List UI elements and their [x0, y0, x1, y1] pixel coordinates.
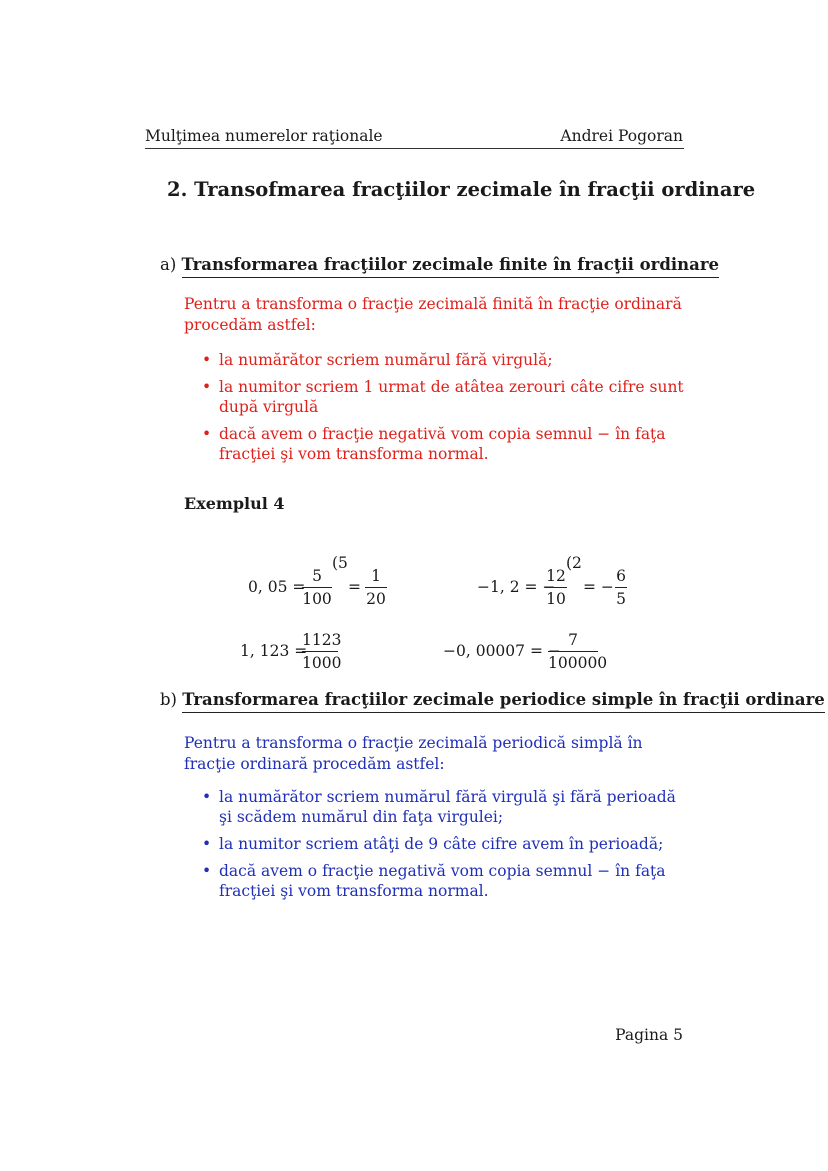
- list-item: • dacă avem o fracţie negativă vom copia semnul − în faţa fracţiei şi vom transforma normal.: [202, 862, 666, 900]
- denominator: 10: [546, 590, 566, 608]
- fraction-bar: [302, 587, 332, 588]
- example-3-fraction: [302, 630, 342, 673]
- bullet-icon: •: [202, 378, 212, 396]
- example-1-fraction-1: [302, 566, 332, 609]
- example-1-simplify-factor: (5: [332, 554, 348, 572]
- running-header-author: Andrei Pogoran: [560, 127, 683, 145]
- bullet-icon: •: [202, 862, 212, 880]
- section-a-bullet-list: [202, 350, 687, 471]
- denominator: 1000: [302, 654, 342, 672]
- example-label: Exemplul 4: [184, 494, 285, 513]
- numerator: 5: [312, 567, 322, 585]
- fraction-bar: [302, 651, 338, 652]
- example-1-equals: =: [348, 578, 361, 596]
- fraction-bar: [548, 651, 598, 652]
- numerator: 12: [546, 567, 566, 585]
- bullet-icon: •: [202, 788, 212, 806]
- section-a-title: Transformarea fracţiilor zecimale finite în fracţii ordinare: [182, 255, 720, 278]
- fraction-bar: [365, 587, 387, 588]
- example-1-lhs: 0, 05 =: [248, 578, 306, 596]
- fraction-bar: [545, 587, 567, 588]
- running-header-title: Mulţimea numerelor raţionale: [145, 127, 383, 145]
- example-2-equals: = −: [583, 578, 614, 596]
- denominator: 100: [302, 590, 332, 608]
- list-item: • dacă avem o fracţie negativă vom copia semnul − în faţa fracţiei şi vom transforma normal.: [202, 425, 666, 463]
- bullet-icon: •: [202, 351, 212, 369]
- section-a-label: a): [160, 255, 177, 274]
- section-b-bullet-list: [202, 787, 687, 908]
- page-number: Pagina 5: [615, 1026, 683, 1044]
- section-a-heading: [160, 255, 719, 274]
- list-item: • la numitor scriem 1 urmat de atâtea zerouri câte cifre sunt după virgulă: [202, 378, 684, 416]
- numerator: 1: [371, 567, 381, 585]
- example-4-lhs: −0, 00007 = −: [443, 642, 561, 660]
- example-2-fraction-1: [545, 566, 567, 609]
- example-3-lhs: 1, 123 =: [240, 642, 308, 660]
- list-item: • la numitor scriem atâţi de 9 câte cifre avem în perioadă;: [202, 835, 664, 853]
- numerator: 1123: [302, 631, 342, 649]
- list-item: • la numărător scriem numărul fără virgulă;: [202, 351, 553, 369]
- denominator: 5: [616, 590, 626, 608]
- section-b-heading: [160, 690, 825, 709]
- section-b-title: Transformarea fracţiilor zecimale periodice simple în fracţii ordinare: [182, 690, 825, 713]
- section-b-intro: Pentru a transforma o fracţie zecimală periodică simplă în fracţie ordinară procedăm astfel:: [184, 734, 643, 773]
- header-rule: [145, 148, 684, 149]
- numerator: 7: [568, 631, 578, 649]
- section-a-intro: Pentru a transforma o fracţie zecimală finită în fracţie ordinară procedăm astfel:: [184, 295, 682, 334]
- section-b-label: b): [160, 690, 177, 709]
- numerator: 6: [616, 567, 626, 585]
- example-1-fraction-2: [365, 566, 387, 609]
- example-2-fraction-2: [615, 566, 627, 609]
- denominator: 20: [366, 590, 386, 608]
- fraction-bar: [615, 587, 627, 588]
- page-title: 2. Transofmarea fracţiilor zecimale în fracţii ordinare: [167, 178, 756, 201]
- example-2-lhs: −1, 2 = −: [477, 578, 556, 596]
- bullet-icon: •: [202, 835, 212, 853]
- bullet-icon: •: [202, 425, 212, 443]
- list-item: • la numărător scriem numărul fără virgulă şi fără perioadă şi scădem numărul din faţa virgulei;: [202, 788, 676, 826]
- denominator: 100000: [548, 654, 608, 672]
- example-4-fraction: [548, 630, 608, 673]
- example-2-simplify-factor: (2: [566, 554, 582, 572]
